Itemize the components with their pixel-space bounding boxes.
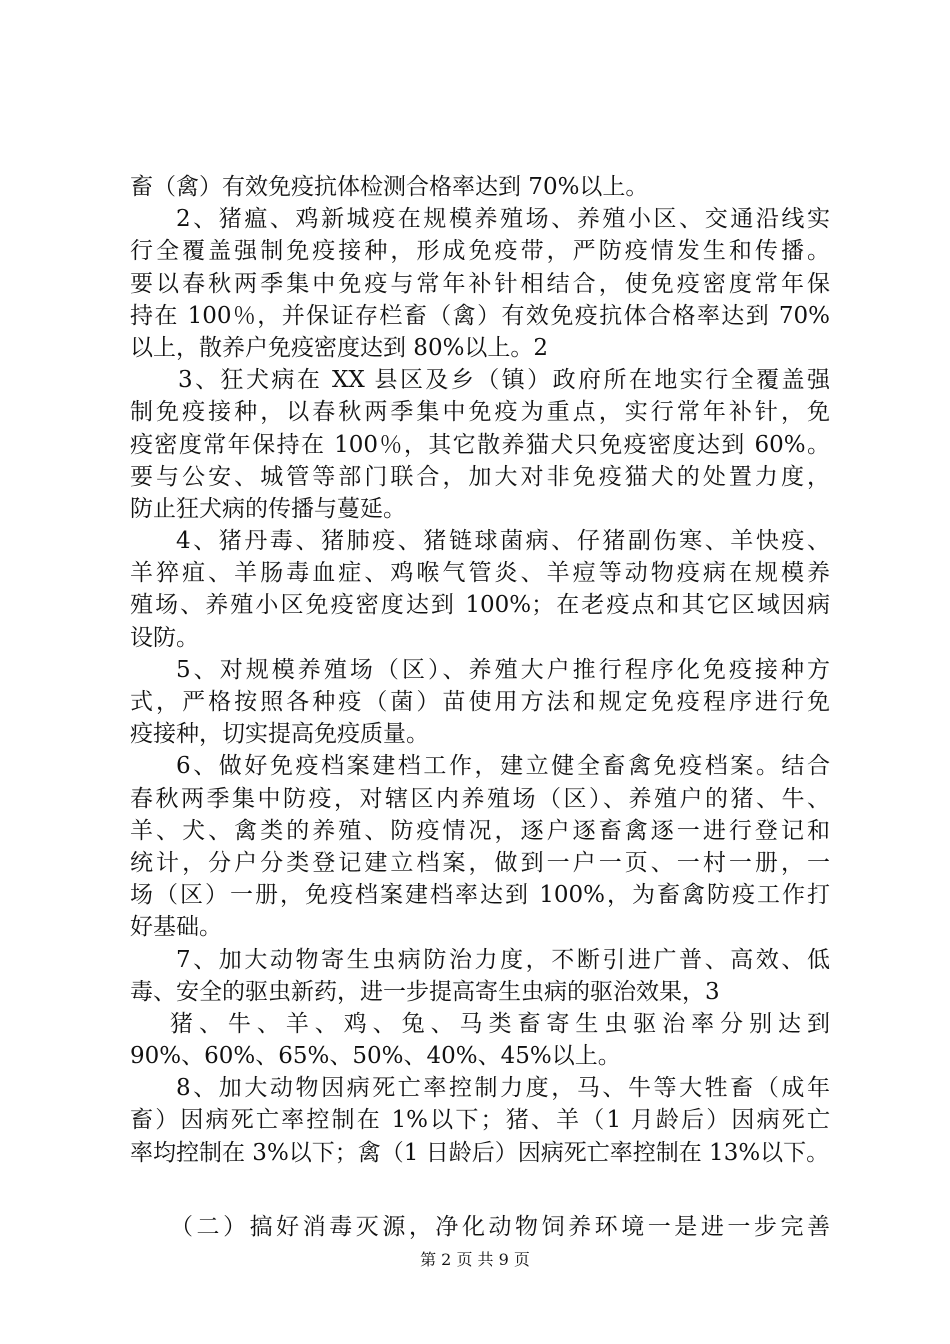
text-line: 6、做好免疫档案建档工作，建立健全畜禽免疫档案。结合 [176, 753, 830, 780]
text-line: 畜（禽）有效免疫抗体检测合格率达到 70%以上。 [130, 174, 649, 200]
text-line: 毒、安全的驱虫新药，进一步提高寄生虫病的驱治效果，3 [130, 978, 720, 1005]
text-line: 好基础。 [130, 914, 222, 941]
page-number: 第 2 页 共 9 页 [420, 1250, 530, 1269]
text-line: 要以春秋两季集中免疫与常年补针相结合，使免疫密度常年保 [130, 270, 830, 297]
text-line: 90%、60%、65%、50%、40%、45%以上。 [130, 1043, 621, 1070]
text-line: 设防。 [130, 624, 199, 651]
text-line: 行全覆盖强制免疫接种，形成免疫带，严防疫情发生和传播。 [130, 238, 830, 265]
text-line: 羊猝疽、羊肠毒血症、鸡喉气管炎、羊痘等动物疫病在规模养 [130, 560, 830, 587]
document-body [130, 171, 830, 1243]
text-line: 制免疫接种，以春秋两季集中免疫为重点，实行常年补针，免 [130, 399, 830, 426]
text-line: 疫密度常年保持在 100％，其它散养猫犬只免疫密度达到 60%。 [130, 431, 830, 458]
text-line: 统计，分户分类登记建立档案，做到一户一页、一村一册，一 [130, 849, 830, 876]
text-line: 畜）因病死亡率控制在 1%以下；猪、羊（1 月龄后）因病死亡 [130, 1107, 830, 1134]
text-line: 场（区）一册，免疫档案建档率达到 100%，为畜禽防疫工作打 [130, 882, 830, 909]
text-line: 式，严格按照各种疫（菌）苗使用方法和规定免疫程序进行免 [130, 689, 830, 715]
text-line: 殖场、养殖小区免疫密度达到 100%；在老疫点和其它区域因病 [130, 592, 830, 619]
text-line: 春秋两季集中防疫，对辖区内养殖场（区）、养殖户的猪、牛、 [130, 785, 830, 812]
text-line: 要与公安、城管等部门联合，加大对非免疫猫犬的处置力度， [130, 463, 830, 490]
text-line: 羊、犬、禽类的养殖、防疫情况，逐户逐畜禽逐一进行登记和 [130, 817, 830, 844]
text-line: 持在 100％，并保证存栏畜（禽）有效免疫抗体合格率达到 70% [130, 302, 830, 329]
section-heading: （二）搞好消毒灭源，净化动物饲养环境一是进一步完善 [170, 1213, 830, 1240]
text-line: 8、加大动物因病死亡率控制力度，马、牛等大牲畜（成年 [176, 1075, 830, 1102]
text-line: 率均控制在 3%以下；禽（1 日龄后）因病死亡率控制在 13%以下。 [130, 1139, 830, 1166]
text-line: 2、猪瘟、鸡新城疫在规模养殖场、养殖小区、交通沿线实 [176, 206, 830, 233]
text-line: 以上，散养户免疫密度达到 80%以上。2 [130, 334, 549, 361]
text-line: 防止狂犬病的传播与蔓延。 [130, 495, 406, 522]
text-line: 5、对规模养殖场（区）、养殖大户推行程序化免疫接种方 [176, 656, 830, 683]
text-line: 3、狂犬病在 XX 县区及乡（镇）政府所在地实行全覆盖强 [178, 367, 830, 394]
text-line: 4、猪丹毒、猪肺疫、猪链球菌病、仔猪副伤寒、羊快疫、 [176, 528, 830, 555]
text-line: 疫接种，切实提高免疫质量。 [130, 721, 429, 748]
text-line: 猪、牛、羊、鸡、兔、马类畜寄生虫驱治率分别达到 [170, 1010, 830, 1037]
text-line: 7、加大动物寄生虫病防治力度，不断引进广普、高效、低 [176, 946, 830, 973]
paragraph-gap [130, 1169, 830, 1211]
